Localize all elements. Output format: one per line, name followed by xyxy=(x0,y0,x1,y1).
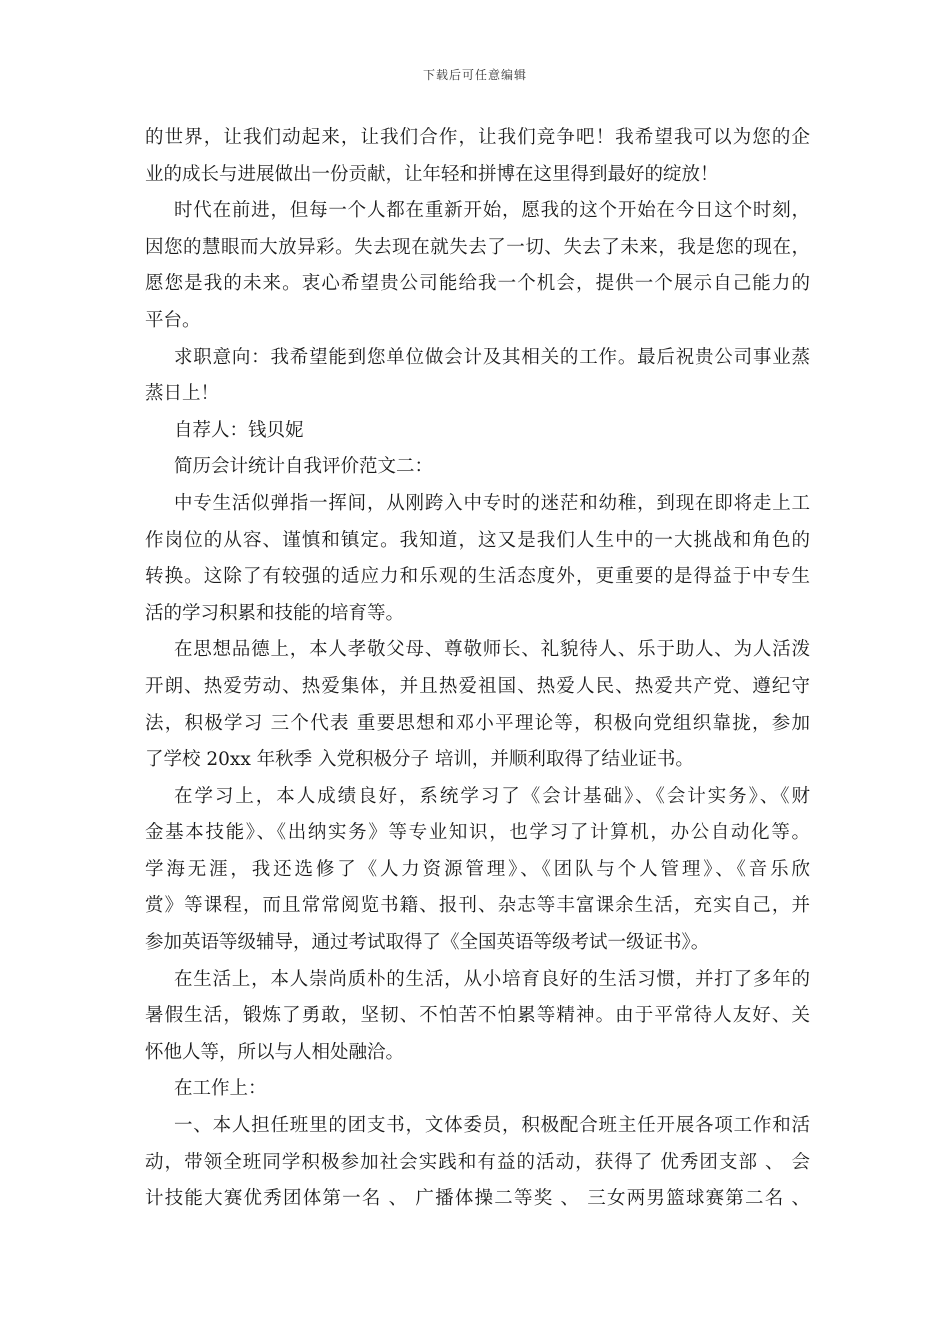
document-body xyxy=(145,120,810,1218)
text-line: 开朗、热爱劳动、热爱集体，并且热爱祖国、热爱人民、热爱共产党、遵纪守 xyxy=(145,675,810,697)
text-line: 金基本技能》、《出纳实务》等专业知识，也学习了计算机，办公自动化等。 xyxy=(145,822,810,844)
signature-line: 自荐人：钱贝妮 xyxy=(174,419,304,441)
section-title: 简历会计统计自我评价范文二： xyxy=(174,456,434,478)
text-line: 在学习上，本人成绩良好，系统学习了《会计基础》、《会计实务》、《财 xyxy=(174,785,810,807)
text-line: 在生活上，本人崇尚质朴的生活，从小培育良好的生活习惯，并打了多年的 xyxy=(174,968,810,990)
text-line: 暑假生活，锻炼了勇敢，坚韧、不怕苦不怕累等精神。由于平常待人友好、关 xyxy=(145,1005,810,1027)
text-line: 中专生活似弹指一挥间，从刚跨入中专时的迷茫和幼稚，到现在即将走上工 xyxy=(174,492,810,514)
text-line: 怀他人等，所以与人相处融洽。 xyxy=(145,1041,405,1063)
text-line: 的世界，让我们动起来，让我们合作，让我们竞争吧！我希望我可以为您的企 xyxy=(145,127,810,148)
text-line: 在工作上： xyxy=(174,1078,267,1100)
text-line: 时代在前进，但每一个人都在重新开始，愿我的这个开始在今日这个时刻， xyxy=(174,200,810,222)
text-line: 了学校 20xx 年秋季 入党积极分子 培训，并顺利取得了结业证书。 xyxy=(145,749,694,771)
text-line: 计技能大赛优秀团体第一名 、 广播体操二等奖 、 三女两男篮球赛第二名 、 xyxy=(145,1188,810,1210)
text-line: 蒸日上！ xyxy=(145,383,220,405)
text-line: 法，积极学习 三个代表 重要思想和邓小平理论等，积极向党组织靠拢，参加 xyxy=(145,712,810,734)
text-line: 求职意向：我希望能到您单位做会计及其相关的工作。最后祝贵公司事业蒸 xyxy=(174,346,810,368)
text-line: 动，带领全班同学积极参加社会实践和有益的活动，获得了 优秀团支部 、 会 xyxy=(145,1151,810,1173)
text-line: 一、本人担任班里的团支书，文体委员，积极配合班主任开展各项工作和活 xyxy=(174,1115,810,1137)
text-line: 参加英语等级辅导，通过考试取得了《全国英语等级考试一级证书》。 xyxy=(145,932,710,954)
page-header: 下载后可任意编辑 xyxy=(422,68,527,82)
text-line: 学海无涯，我还选修了《人力资源管理》、《团队与个人管理》、《音乐欣 xyxy=(145,858,810,880)
text-line: 因您的慧眼而大放异彩。失去现在就失去了一切、失去了未来，我是您的现在， xyxy=(145,236,810,258)
text-line: 在思想品德上，本人孝敬父母、尊敬师长、礼貌待人、乐于助人、为人活泼 xyxy=(174,639,810,661)
text-line: 作岗位的从容、谨慎和镇定。我知道，这又是我们人生中的一大挑战和角色的 xyxy=(145,529,810,551)
text-line: 业的成长与进展做出一份贡献，让年轻和拼博在这里得到最好的绽放！ xyxy=(145,163,719,185)
text-line: 愿您是我的未来。衷心希望贵公司能给我一个机会，提供一个展示自己能力的 xyxy=(145,273,810,295)
text-line: 平台。 xyxy=(145,309,201,331)
text-line: 转换。这除了有较强的适应力和乐观的生活态度外，更重要的是得益于中专生 xyxy=(145,566,810,588)
text-line: 赏》等课程，而且常常阅览书籍、报刊、杂志等丰富课余生活，充实自己，并 xyxy=(145,895,810,917)
text-line: 活的学习积累和技能的培育等。 xyxy=(145,602,405,624)
